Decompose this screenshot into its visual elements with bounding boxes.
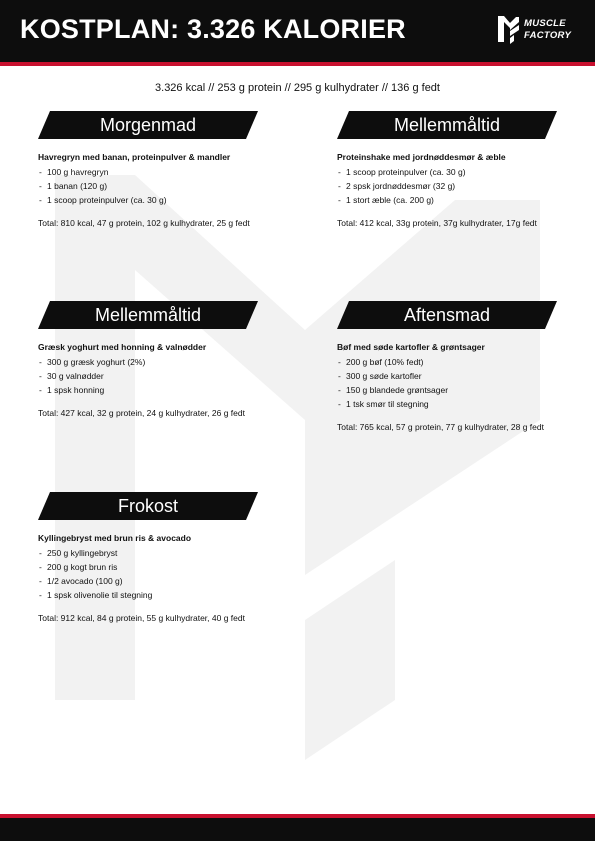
- ingredient-item: - 300 g græsk yoghurt (2%): [38, 355, 268, 369]
- ingredient-item: - 100 g havregryn: [38, 165, 268, 179]
- muscle-factory-logo-icon: [496, 14, 520, 46]
- meal-heading-banner: [38, 301, 258, 329]
- meal-heading: Morgenmad: [99, 115, 197, 135]
- ingredient-item: - 1 spsk honning: [38, 383, 268, 397]
- meal-total: Total: 427 kcal, 32 g protein, 24 g kulhydrater, 26 g fedt: [38, 408, 245, 418]
- daily-summary: 3.326 kcal // 253 g protein // 295 g kulhydrater // 136 g fedt: [155, 82, 440, 94]
- meal-section-frokost: [38, 492, 268, 623]
- ingredient-item: - 250 g kyllingebryst: [38, 546, 268, 560]
- meal-section-morgenmad: [38, 111, 268, 228]
- ingredient-item: - 1 stort æble (ca. 200 g): [337, 193, 567, 207]
- ingredient-item: - 300 g søde kartofler: [337, 369, 567, 383]
- ingredient-list: [337, 355, 567, 411]
- meal-title: Havregryn med banan, proteinpulver & mandler: [38, 152, 231, 162]
- ingredient-item: - 1 banan (120 g): [38, 179, 268, 193]
- page-title: KOSTPLAN: 3.326 KALORIER: [20, 14, 406, 44]
- brand-logo: [496, 14, 586, 50]
- meal-heading-banner: [337, 301, 557, 329]
- ingredient-item: - 1 spsk olivenolie til stegning: [38, 588, 268, 602]
- ingredient-item: - 1 scoop proteinpulver (ca. 30 g): [38, 193, 268, 207]
- meal-section-aftensmad: [337, 301, 567, 432]
- meal-heading: Mellemmåltid: [393, 115, 501, 135]
- meal-heading-banner: [38, 492, 258, 520]
- logo-text-factory: FACTORY: [524, 30, 572, 41]
- meal-total: Total: 765 kcal, 57 g protein, 77 g kulhydrater, 28 g fedt: [337, 422, 544, 432]
- meal-title: Græsk yoghurt med honning & valnødder: [38, 342, 207, 352]
- meal-heading-banner: [38, 111, 258, 139]
- meal-total: Total: 412 kcal, 33g protein, 37g kulhydrater, 17g fedt: [337, 218, 537, 228]
- ingredient-item: - 1 scoop proteinpulver (ca. 30 g): [337, 165, 567, 179]
- meal-total: Total: 912 kcal, 84 g protein, 55 g kulhydrater, 40 g fedt: [38, 613, 245, 623]
- meal-heading: Mellemmåltid: [94, 305, 202, 325]
- meal-heading: Frokost: [117, 496, 178, 516]
- ingredient-item: - 200 g kogt brun ris: [38, 560, 268, 574]
- ingredient-list: [38, 355, 268, 397]
- meal-section-mellemmaaltid-1: [337, 111, 567, 228]
- ingredient-item: - 1/2 avocado (100 g): [38, 574, 268, 588]
- meal-title: Bøf med søde kartofler & grøntsager: [337, 342, 485, 352]
- meal-title: Kyllingebryst med brun ris & avocado: [38, 533, 192, 543]
- header-accent-line: [0, 62, 595, 66]
- ingredient-list: [38, 546, 268, 602]
- meal-section-mellemmaaltid-2: [38, 301, 268, 418]
- meal-title: Proteinshake med jordnøddesmør & æble: [337, 152, 506, 162]
- footer-bar: [0, 818, 595, 841]
- ingredient-list: [337, 165, 567, 207]
- ingredient-item: - 150 g blandede grøntsager: [337, 383, 567, 397]
- meal-heading: Aftensmad: [403, 305, 491, 325]
- ingredient-item: - 200 g bøf (10% fedt): [337, 355, 567, 369]
- ingredient-item: - 1 tsk smør til stegning: [337, 397, 567, 411]
- meal-total: Total: 810 kcal, 47 g protein, 102 g kulhydrater, 25 g fedt: [38, 218, 250, 228]
- logo-text-muscle: MUSCLE: [524, 18, 566, 29]
- ingredient-list: [38, 165, 268, 207]
- ingredient-item: - 2 spsk jordnøddesmør (32 g): [337, 179, 567, 193]
- ingredient-item: - 30 g valnødder: [38, 369, 268, 383]
- meal-heading-banner: [337, 111, 557, 139]
